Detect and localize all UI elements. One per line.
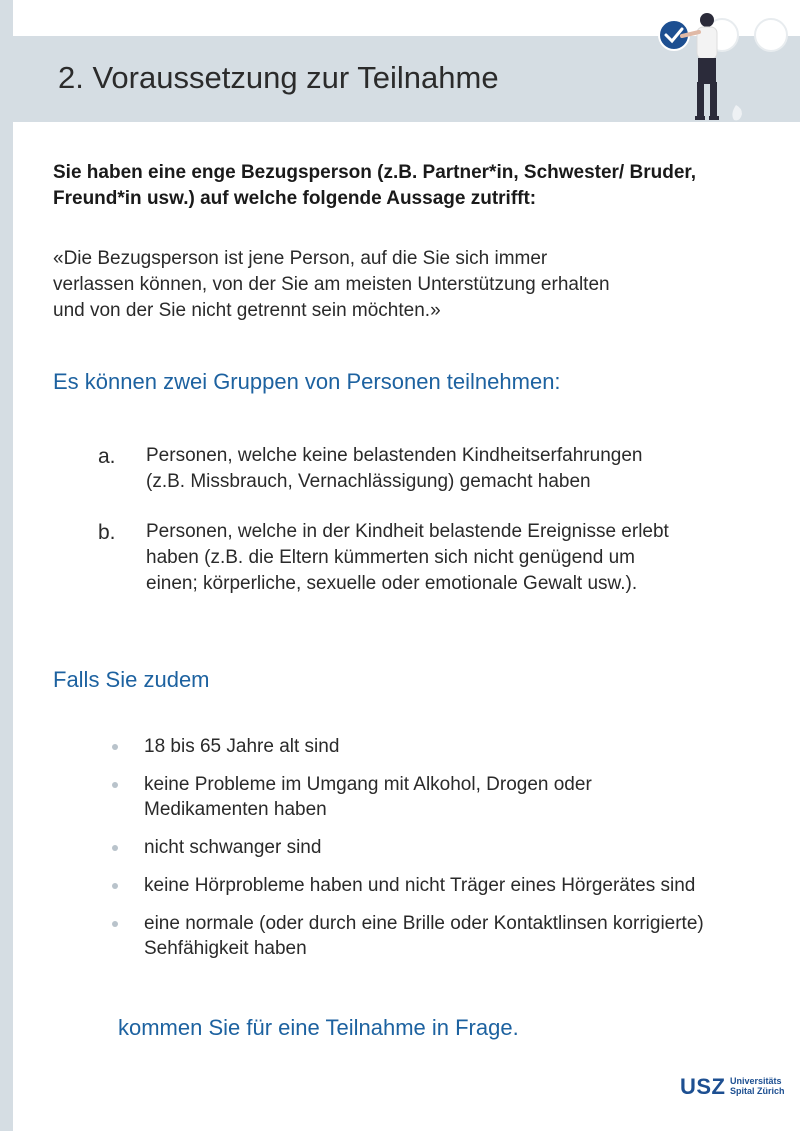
logo-subtitle-line: Universitäts xyxy=(730,1076,782,1086)
list-item-line: (z.B. Missbrauch, Vernachlässigung) gemacht haben xyxy=(146,471,591,492)
usz-logo xyxy=(680,1072,790,1102)
groups-heading: Es können zwei Gruppen von Personen teilnehmen: xyxy=(53,369,561,394)
list-item xyxy=(98,443,758,495)
list-item xyxy=(108,835,798,860)
list-item-line: Personen, welche keine belastenden Kindheitserfahrungen xyxy=(146,445,643,466)
logo-subtitle-line: Spital Zürich xyxy=(730,1086,785,1096)
list-item-line: 18 bis 65 Jahre alt sind xyxy=(144,736,340,757)
list-item-line: haben (z.B. die Eltern kümmerten sich nicht genügend um xyxy=(146,547,635,568)
list-item-line: Personen, welche in der Kindheit belastende Ereignisse erlebt xyxy=(146,521,669,542)
bullet-icon xyxy=(112,883,118,889)
closing-text: kommen Sie für eine Teilnahme in Frage. xyxy=(118,1015,519,1040)
bullet-icon xyxy=(112,921,118,927)
person-checklist-illustration xyxy=(650,10,800,125)
quote-line: «Die Bezugsperson ist jene Person, auf die Sie sich immer xyxy=(53,248,548,269)
quote-block xyxy=(53,246,753,324)
quote-line: und von der Sie nicht getrennt sein möchten.» xyxy=(53,300,441,321)
page-title: 2. Voraussetzung zur Teilnahme xyxy=(58,60,499,95)
left-accent-bar xyxy=(0,0,13,1131)
bullet-icon xyxy=(112,845,118,851)
bullet-icon xyxy=(112,782,118,788)
bullet-icon xyxy=(112,744,118,750)
list-item-line: keine Hörprobleme haben und nicht Träger eines Hörgerätes sind xyxy=(144,875,696,896)
list-item xyxy=(108,873,798,898)
list-item xyxy=(98,519,758,597)
criteria-heading: Falls Sie zudem xyxy=(53,667,210,692)
logo-mark: USZ xyxy=(680,1074,726,1099)
criteria-list xyxy=(108,734,798,974)
list-item-line: keine Probleme im Umgang mit Alkohol, Drogen oder xyxy=(144,774,592,795)
list-marker: b. xyxy=(98,521,116,544)
list-item-line: einen; körperliche, sexuelle oder emotionale Gewalt usw.). xyxy=(146,573,638,594)
list-item-line: Medikamenten haben xyxy=(144,799,327,820)
list-marker: a. xyxy=(98,445,116,468)
list-item xyxy=(108,734,798,759)
logo-subtitle xyxy=(730,1076,785,1096)
list-item-line: nicht schwanger sind xyxy=(144,837,322,858)
list-item xyxy=(108,911,798,961)
list-item-line: Sehfähigkeit haben xyxy=(144,938,307,959)
list-item-line: eine normale (oder durch eine Brille oder Kontaktlinsen korrigierte) xyxy=(144,913,704,934)
list-item xyxy=(108,772,798,822)
groups-list xyxy=(98,443,758,621)
empty-circle-icon xyxy=(755,19,787,51)
quote-line: verlassen können, von der Sie am meisten Unterstützung erhalten xyxy=(53,274,610,295)
intro-bold-text: Sie haben eine enge Bezugsperson (z.B. Partner*in, Schwester/ Bruder, Freund*in usw.) auf welche folgende Aussage zutrifft: xyxy=(53,162,697,209)
